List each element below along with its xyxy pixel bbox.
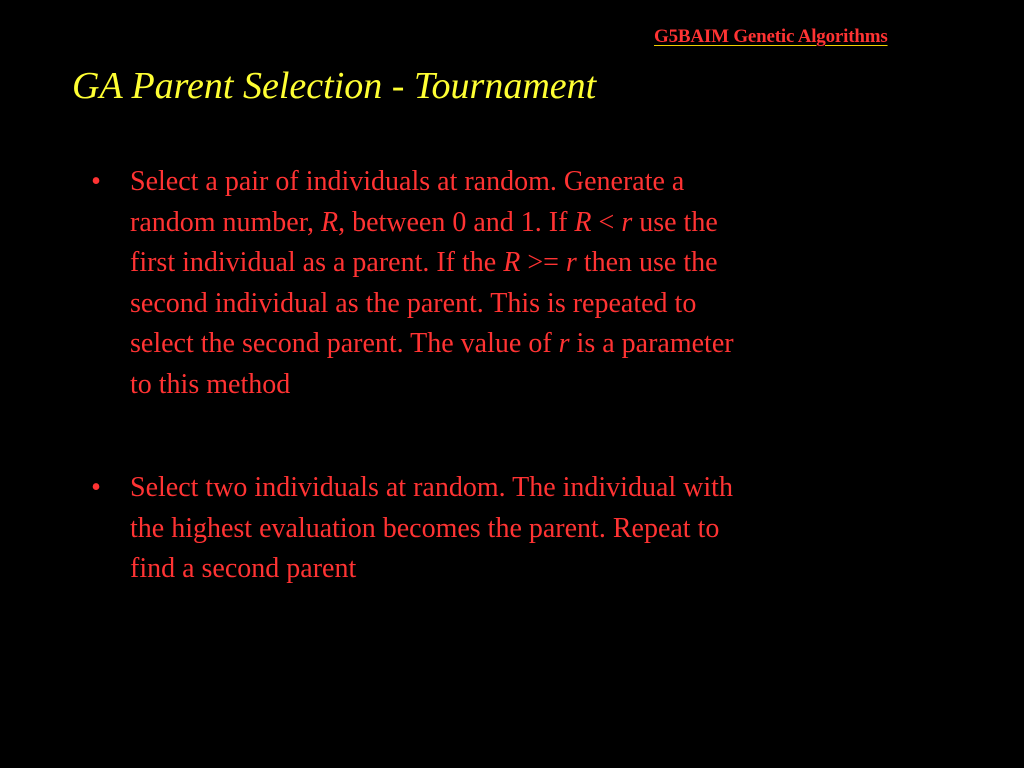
variable-r-lower: r [565,247,577,278]
bullet-icon: • [91,166,101,197]
text-run: random number, [130,206,321,238]
variable-r-lower: r [558,328,570,359]
bullet-line [130,509,884,550]
bullet-line [130,468,884,509]
text-run: find a second parent [130,553,357,584]
bullet-line [130,324,884,365]
bullet-text [130,162,884,405]
text-run: select the second parent. The value of [130,328,559,359]
text-run: < [591,206,622,238]
course-header: G5BAIM Genetic Algorithms [654,26,888,47]
text-run: is a parameter [569,328,734,359]
bullet-text [130,468,884,590]
slide-title: GA Parent Selection - Tournament [72,65,597,107]
bullet-line [130,243,884,284]
text-run: second individual as the parent. This is repeated to [130,287,697,319]
text-run: use the [632,206,718,238]
variable-r-upper: R [320,206,339,238]
text-run: to this method [130,368,291,400]
text-run: >= [520,247,566,278]
bullet-line [130,203,884,244]
variable-r-lower: r [621,206,633,238]
bullet-item-random-threshold [84,162,884,405]
text-run: Select a pair of individuals at random. Generate a [130,166,685,197]
bullet-line [130,365,884,406]
variable-r-upper: R [574,206,592,238]
bullet-line [130,162,884,203]
text-run: Select two individuals at random. The individual with [130,472,733,503]
bullet-list [84,162,884,590]
bullet-item-best-of-two [84,468,884,590]
bullet-line [130,284,884,325]
variable-r-upper: R [503,247,521,278]
text-run: then use the [576,247,718,278]
text-run: first individual as a parent. If the [130,247,504,278]
bullet-icon: • [91,472,101,503]
text-run: the highest evaluation becomes the parent. Repeat to [130,512,720,544]
bullet-line [130,549,884,590]
text-run: , between 0 and 1. If [338,206,575,238]
